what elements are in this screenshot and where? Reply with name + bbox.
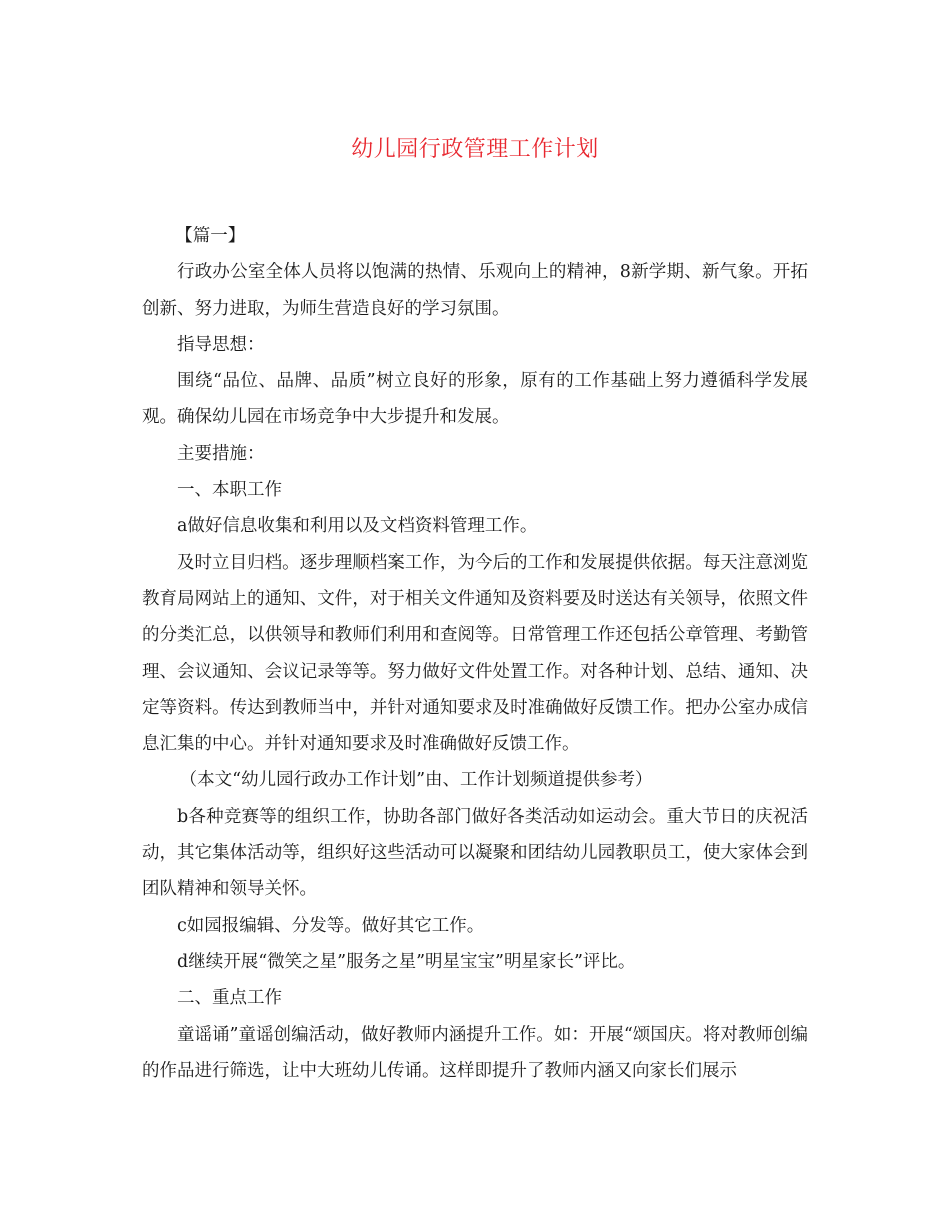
paragraph-intro: 行政办公室全体人员将以饱满的热情、乐观向上的精神，8新学期、新气象。开拓创新、努力进取，为师生营造良好的学习氛围。	[142, 262, 808, 319]
item-b: b各种竞赛等的组织工作，协助各部门做好各类活动如运动会。重大节日的庆祝活动，其它集体活动等，组织好这些活动可以凝聚和团结幼儿园教职员工，使大家体会到团队精神和领导关怀。	[142, 806, 808, 900]
heading-key-work: 二、重点工作	[177, 988, 282, 1009]
item-c: c如园报编辑、分发等。做好其它工作。	[177, 915, 485, 936]
source-note: （本文“幼儿园行政办工作计划”由、工作计划频道提供参考）	[179, 770, 653, 791]
heading-main-duties: 一、本职工作	[177, 480, 282, 501]
paragraph-key-work: 童谣诵”童谣创编活动，做好教师内涵提升工作。如：开展“颂国庆。将对教师创编的作品进行筛选，让中大班幼儿传诵。这样即提升了教师内涵又向家长们展示	[142, 1024, 808, 1081]
paragraph-guiding-thought: 围绕“品位、品牌、品质”树立良好的形象，原有的工作基础上努力遵循科学发展观。确保幼儿园在市场竞争中大步提升和发展。	[142, 371, 808, 428]
heading-main-measures: 主要措施：	[177, 443, 265, 464]
document-title: 幼儿园行政管理工作计划	[351, 137, 599, 162]
heading-guiding-thought: 指导思想：	[177, 334, 265, 355]
item-a: a做好信息收集和利用以及文档资料管理工作。	[177, 516, 538, 537]
paragraph-archive-work: 及时立目归档。逐步理顺档案工作，为今后的工作和发展提供依据。每天注意浏览教育局网站上的通知、文件，对于相关文件通知及资料要及时送达有关领导，依照文件的分类汇总，以供领导和教师们利用和查阅等。日常管理工作还包括公章管理、考勤管理、会议通知、会议记录等等。努力做好文件处置工作。对各种计划、总结、通知、决定等资料。传达到教师当中，并针对通知要求及时准确做好反馈工作。把办公室办成信息汇集的中心。并针对通知要求及时准确做好反馈工作。	[142, 552, 808, 755]
document-body	[142, 218, 808, 1089]
item-d: d继续开展“微笑之星”服务之星”明星宝宝”明星家长”评比。	[177, 951, 636, 972]
section-heading-part-one: 【篇一】	[175, 226, 246, 246]
